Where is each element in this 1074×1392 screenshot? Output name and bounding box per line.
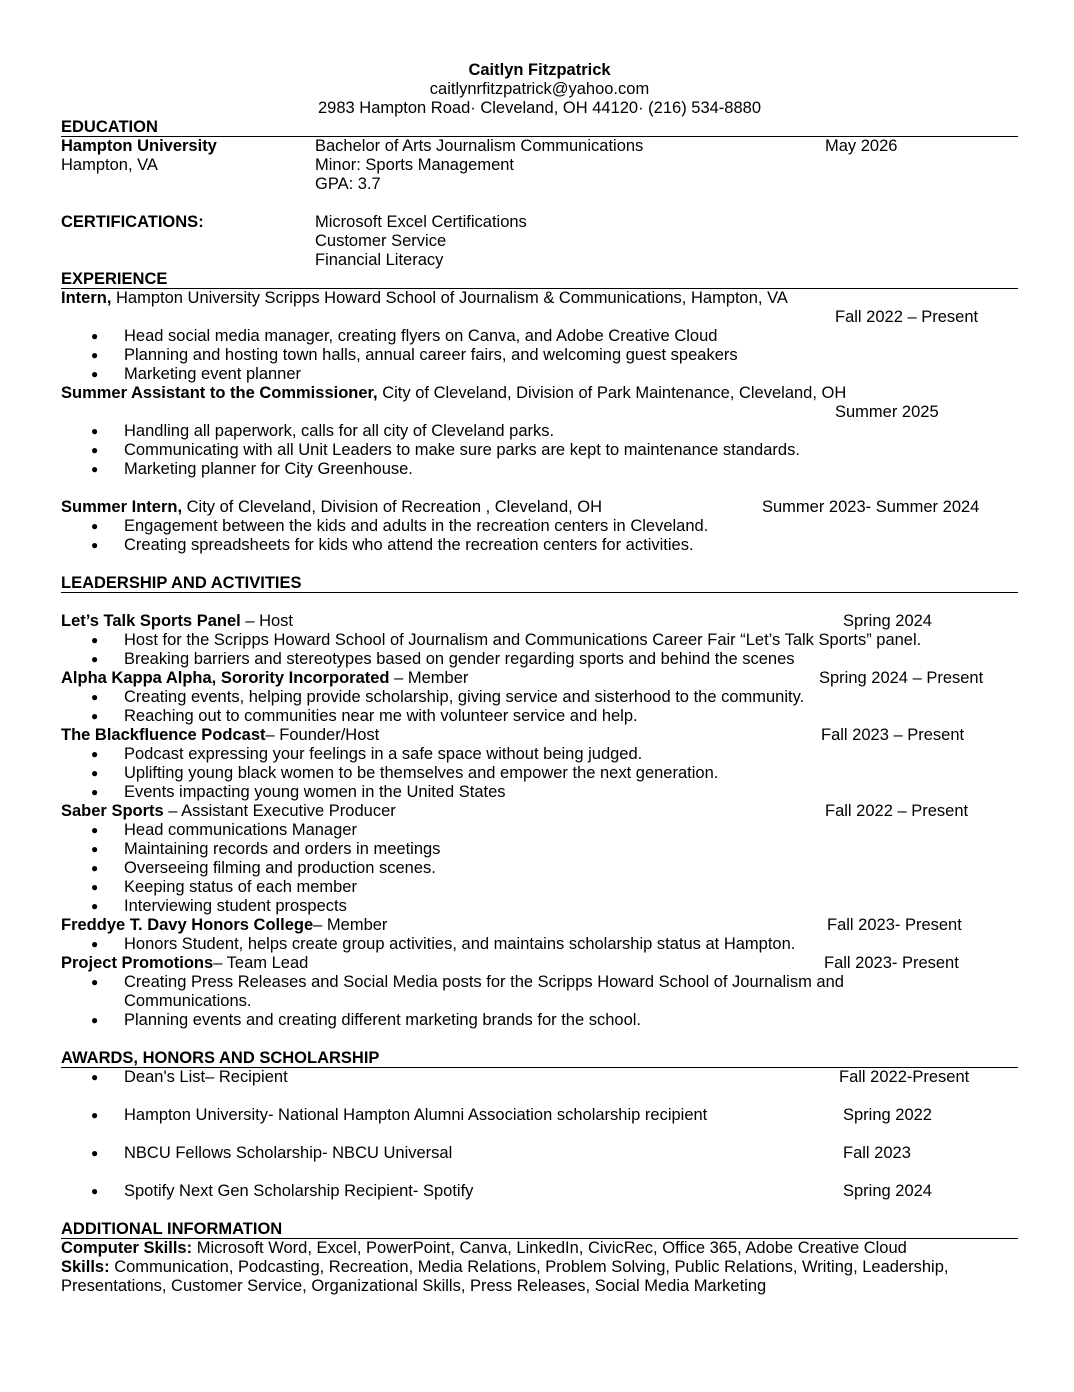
activity-title: Project Promotions	[61, 954, 214, 972]
activity-bullets	[61, 745, 1018, 802]
activity-bullets	[61, 935, 1018, 954]
job-bullets	[61, 422, 1018, 479]
job-bullets	[61, 327, 1018, 384]
list-item: ● Honors Student, helps create group activities, and maintains scholarship status at Hampton.	[61, 935, 1018, 954]
job-date: Fall 2022 – Present	[835, 308, 979, 326]
education-row	[61, 137, 1018, 194]
list-item: ● Head social media manager, creating flyers on Canva, and Adobe Creative Cloud	[61, 327, 1018, 346]
activity-title: Let’s Talk Sports Panel	[61, 612, 241, 630]
school-location: Hampton, VA	[61, 156, 158, 174]
computer-skills-label: Computer Skills:	[61, 1239, 193, 1257]
award-text: Dean's List– Recipient	[124, 1068, 288, 1086]
award-date: Fall 2022-Present	[839, 1068, 970, 1086]
list-item: ● Communicating with all Unit Leaders to make sure parks are kept to maintenance standards.	[61, 441, 1018, 460]
education-heading: EDUCATION	[61, 118, 1018, 137]
certification-item: Microsoft Excel Certifications	[315, 213, 527, 231]
activity-line	[61, 916, 1018, 935]
name: Caitlyn Fitzpatrick	[468, 61, 611, 79]
list-item: ● Maintaining records and orders in meetings	[61, 840, 1018, 859]
activity-date: Spring 2024	[843, 612, 932, 630]
skills-label: Skills:	[61, 1258, 110, 1276]
activity-line	[61, 612, 1018, 631]
leadership-heading: LEADERSHIP AND ACTIVITIES	[61, 574, 1018, 593]
list-item: ● Keeping status of each member	[61, 878, 1018, 897]
award-item	[61, 1144, 1018, 1163]
awards-list	[61, 1068, 1018, 1201]
activity-bullets	[61, 821, 1018, 916]
activity-date: Spring 2024 – Present	[819, 669, 984, 687]
skills-text: Communication, Podcasting, Recreation, Media Relations, Problem Solving, Public Relations, Writing, Leadership, Presentations, Customer Service, Organizational Skills, Press Releases, Social Media Marketing	[61, 1258, 949, 1295]
certifications-row	[61, 213, 1018, 270]
list-item: ● Planning and hosting town halls, annual career fairs, and welcoming guest speakers	[61, 346, 1018, 365]
certification-item: Customer Service	[315, 232, 447, 250]
skills	[61, 1258, 1018, 1296]
certifications-heading: CERTIFICATIONS:	[61, 213, 204, 231]
minor: Minor: Sports Management	[315, 156, 515, 174]
education-date: May 2026	[825, 137, 898, 155]
experience-heading: EXPERIENCE	[61, 270, 1018, 289]
list-item: ● Planning events and creating different marketing brands for the school.	[61, 1011, 1018, 1030]
activity-line	[61, 726, 1018, 745]
computer-skills	[61, 1239, 1018, 1258]
resume-header	[61, 61, 1018, 118]
resume	[61, 61, 1018, 1296]
award-date: Fall 2023	[843, 1144, 911, 1162]
list-item: ● Interviewing student prospects	[61, 897, 1018, 916]
activity-bullets	[61, 973, 1018, 1030]
list-item: ● Marketing planner for City Greenhouse.	[61, 460, 1018, 479]
job-date: Summer 2023- Summer 2024	[762, 498, 980, 516]
awards-heading: AWARDS, HONORS AND SCHOLARSHIP	[61, 1049, 1018, 1068]
job-org: Hampton University Scripps Howard School of Journalism & Communications, Hampton, VA	[111, 289, 788, 307]
award-item	[61, 1068, 1018, 1087]
award-item	[61, 1182, 1018, 1201]
activity-date: Fall 2023- Present	[824, 954, 959, 972]
award-text: NBCU Fellows Scholarship- NBCU Universal	[124, 1144, 453, 1162]
list-item: ● Events impacting young women in the United States	[61, 783, 1018, 802]
job-title-line	[61, 384, 1018, 403]
activity-date: Fall 2023- Present	[827, 916, 962, 934]
activity-title: The Blackfluence Podcast	[61, 726, 266, 744]
award-date: Spring 2022	[843, 1106, 932, 1124]
job-bullets	[61, 517, 1018, 555]
job-title: Intern,	[61, 289, 112, 307]
additional-heading: ADDITIONAL INFORMATION	[61, 1220, 1018, 1239]
activity-role: – Member	[313, 916, 388, 934]
job-title: Summer Assistant to the Commissioner,	[61, 384, 378, 402]
award-item	[61, 1106, 1018, 1125]
job-date: Summer 2025	[835, 403, 939, 421]
list-item: ● Handling all paperwork, calls for all city of Cleveland parks.	[61, 422, 1018, 441]
activity-line	[61, 669, 1018, 688]
list-item: ● Podcast expressing your feelings in a safe space without being judged.	[61, 745, 1018, 764]
list-item: ● Head communications Manager	[61, 821, 1018, 840]
list-item: ● Creating events, helping provide scholarship, giving service and sisterhood to the community.	[61, 688, 1018, 707]
list-item: ● Overseeing filming and production scenes.	[61, 859, 1018, 878]
certification-item: Financial Literacy	[315, 251, 444, 269]
activity-line	[61, 954, 1018, 973]
activity-date: Fall 2022 – Present	[825, 802, 969, 820]
activity-line	[61, 802, 1018, 821]
job-org: City of Cleveland, Division of Recreation , Cleveland, OH	[182, 498, 603, 516]
activity-role: – Member	[389, 669, 469, 687]
list-item: ● Engagement between the kids and adults in the recreation centers in Cleveland.	[61, 517, 1018, 536]
activity-bullets	[61, 688, 1018, 726]
activity-title: Freddye T. Davy Honors College	[61, 916, 314, 934]
job-title-line	[61, 289, 1018, 308]
job-title-line	[61, 498, 1018, 517]
activity-role: – Team Lead	[213, 954, 309, 972]
activity-title: Saber Sports	[61, 802, 164, 820]
award-text: Hampton University- National Hampton Alumni Association scholarship recipient	[124, 1106, 708, 1124]
gpa: GPA: 3.7	[315, 175, 381, 193]
email: caitlynrfitzpatrick@yahoo.com	[429, 80, 650, 98]
computer-skills-text: Microsoft Word, Excel, PowerPoint, Canva, LinkedIn, CivicRec, Office 365, Adobe Creative Cloud	[192, 1239, 907, 1257]
job-org: City of Cleveland, Division of Park Maintenance, Cleveland, OH	[377, 384, 847, 402]
activity-title: Alpha Kappa Alpha, Sorority Incorporated	[61, 669, 390, 687]
list-item: ● Host for the Scripps Howard School of Journalism and Communications Career Fair “Let’s Talk Sports” panel.	[61, 631, 1018, 650]
degree: Bachelor of Arts Journalism Communications	[315, 137, 644, 155]
school-name: Hampton University	[61, 137, 217, 155]
list-item: ● Creating Press Releases and Social Media posts for the Scripps Howard School of Journalism and Communications.	[61, 973, 1018, 1011]
list-item: ● Uplifting young black women to be themselves and empower the next generation.	[61, 764, 1018, 783]
activity-role: – Assistant Executive Producer	[163, 802, 396, 820]
activity-role: – Host	[240, 612, 294, 630]
address: 2983 Hampton Road· Cleveland, OH 44120· (216) 534-8880	[317, 99, 762, 117]
list-item: ● Breaking barriers and stereotypes based on gender regarding sports and behind the scenes	[61, 650, 1018, 669]
award-date: Spring 2024	[843, 1182, 932, 1200]
list-item: ● Creating spreadsheets for kids who attend the recreation centers for activities.	[61, 536, 1018, 555]
list-item: ● Marketing event planner	[61, 365, 1018, 384]
list-item: ● Reaching out to communities near me with volunteer service and help.	[61, 707, 1018, 726]
activity-role: – Founder/Host	[265, 726, 380, 744]
job-title: Summer Intern,	[61, 498, 183, 516]
activity-date: Fall 2023 – Present	[821, 726, 965, 744]
activity-bullets	[61, 631, 1018, 669]
award-text: Spotify Next Gen Scholarship Recipient- Spotify	[124, 1182, 474, 1200]
